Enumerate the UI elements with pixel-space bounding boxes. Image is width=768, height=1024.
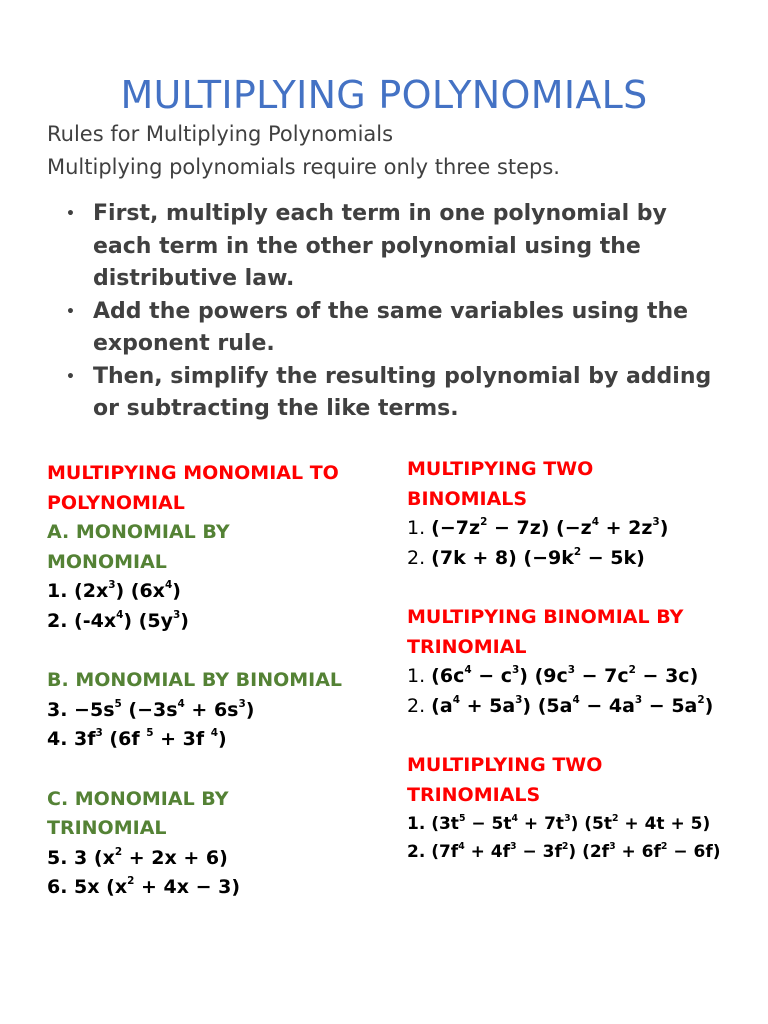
bullet-icon: •: [66, 368, 75, 385]
steps-list: [58, 198, 718, 426]
list-item: • Add the powers of the same variables using the exponent rule.: [58, 296, 718, 361]
list-item: • Then, simplify the resulting polynomial by adding or subtracting the like terms.: [58, 361, 718, 426]
steps-sentence: Multiplying polynomials require only three steps.: [47, 155, 560, 179]
section-heading: MULTIPLYING TWO TRINOMIALS: [407, 753, 603, 806]
exercise-item: 2. $(-4x^4)$ $(5y^3)$: [47, 609, 189, 632]
spacer: [47, 637, 377, 667]
spacer: [407, 573, 747, 603]
list-item: • First, multiply each term in one polynomial by each term in the other polynomial using the distributive law.: [58, 198, 718, 296]
right-column: [407, 455, 747, 866]
exercise-item: 2. (7k + 8) $(-9k^2 - 5k)$: [407, 545, 645, 569]
exercise-item: 4. $3f^3$ (6f $^5$ + 3f $^4$): [47, 727, 227, 751]
exercise-item: 2. $(7f^4 + 4f^3 - 3f^2) (2f^3 + 6f^2 - 6f)$: [407, 841, 721, 863]
exercise-item: 1. $(-7z^2 - 7z) (-z^4 + 2z^3)$: [407, 516, 669, 540]
exercise-item: 1. $(2x^3)$ $(6x^4)$: [47, 579, 181, 603]
page-title: MULTIPLYING POLYNOMIALS: [120, 73, 648, 118]
exercise-item: 2. $(a^4 + 5a^3) (5a^4 - 4a^3 - 5a^2)$: [407, 693, 714, 717]
section-heading: MULTIPYING TWO BINOMIALS: [407, 458, 594, 510]
left-column: [47, 459, 377, 903]
subsection-heading: B. MONOMIAL BY BINOMIAL: [47, 669, 343, 692]
section-heading: MULTIPYING BINOMIAL BY TRINOMIAL: [407, 605, 684, 658]
spacer: [47, 755, 377, 785]
subsection-heading: A. MONOMIAL BY MONOMIAL: [47, 521, 230, 573]
spacer: [407, 721, 747, 751]
section-heading: MULTIPYING MONOMIAL TO POLYNOMIAL: [47, 462, 339, 514]
exercise-item: 5. 3 $(x^2 + 2x + 6)$: [47, 845, 228, 869]
bullet-icon: •: [66, 303, 75, 320]
exercise-item: 3. $-5s^5$ $(-3s^4 + 6s^3)$: [47, 697, 255, 721]
subsection-heading: C. MONOMIAL BY TRINOMIAL: [47, 787, 229, 840]
bullet-icon: •: [66, 206, 75, 222]
rules-subtitle: Rules for Multiplying Polynomials: [47, 122, 394, 146]
exercise-item: 1. $(6c^4 - c^3) (9c^3 - 7c^2 - 3c)$: [407, 664, 699, 688]
exercise-item: 6. 5x $(x^2 + 4x - 3)$: [47, 875, 241, 899]
exercise-item: 1. $(3t^5 - 5t^4 + 7t^3) (5t^2 + 4t + 5)$: [407, 813, 711, 835]
intro: [47, 118, 747, 184]
